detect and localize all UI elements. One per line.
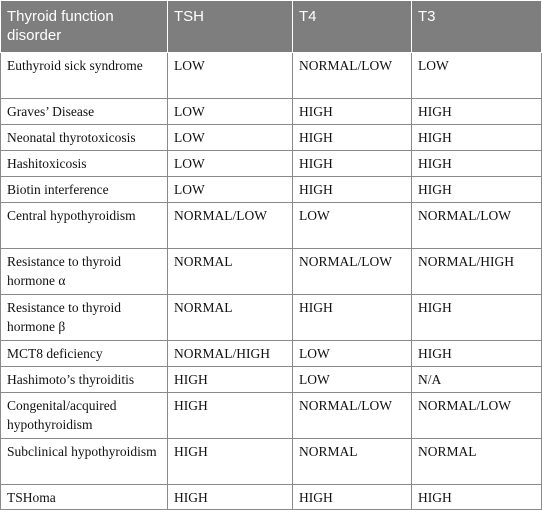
table-row — [1, 341, 542, 367]
cell-t3: HIGH — [412, 177, 542, 203]
table-row — [1, 53, 542, 99]
cell-tsh: NORMAL/LOW — [168, 203, 293, 249]
cell-disorder: Congenital/acquired hypothyroidism — [1, 393, 168, 439]
cell-t4: LOW — [293, 367, 412, 393]
cell-tsh: LOW — [168, 53, 293, 99]
cell-t3: HIGH — [412, 341, 542, 367]
cell-t4: HIGH — [293, 295, 412, 341]
cell-disorder: Neonatal thyrotoxicosis — [1, 125, 168, 151]
cell-tsh: NORMAL/HIGH — [168, 341, 293, 367]
header-row — [1, 1, 542, 53]
table-row — [1, 177, 542, 203]
cell-t3: NORMAL/HIGH — [412, 249, 542, 295]
cell-disorder: Hashimoto’s thyroiditis — [1, 367, 168, 393]
cell-t4: HIGH — [293, 99, 412, 125]
cell-disorder: Resistance to thyroid hormone β — [1, 295, 168, 341]
cell-disorder: MCT8 deficiency — [1, 341, 168, 367]
cell-t4: HIGH — [293, 177, 412, 203]
cell-t3: N/A — [412, 367, 542, 393]
cell-t3: HIGH — [412, 151, 542, 177]
cell-t4: NORMAL — [293, 439, 412, 485]
cell-tsh: LOW — [168, 99, 293, 125]
table-row — [1, 393, 542, 439]
table-row — [1, 439, 542, 485]
cell-tsh: HIGH — [168, 439, 293, 485]
cell-tsh: LOW — [168, 125, 293, 151]
cell-t4: NORMAL/LOW — [293, 53, 412, 99]
table-row — [1, 295, 542, 341]
cell-t4: NORMAL/LOW — [293, 393, 412, 439]
cell-t4: LOW — [293, 341, 412, 367]
cell-tsh: LOW — [168, 151, 293, 177]
header-t4: T4 — [293, 1, 412, 53]
cell-t3: NORMAL — [412, 439, 542, 485]
cell-disorder: Graves’ Disease — [1, 99, 168, 125]
cell-t3: LOW — [412, 53, 542, 99]
cell-tsh: NORMAL — [168, 295, 293, 341]
cell-tsh: HIGH — [168, 393, 293, 439]
cell-tsh: HIGH — [168, 367, 293, 393]
cell-t3: HIGH — [412, 125, 542, 151]
table-row — [1, 367, 542, 393]
table-row — [1, 99, 542, 125]
cell-disorder: Resistance to thyroid hormone α — [1, 249, 168, 295]
cell-tsh: HIGH — [168, 485, 293, 510]
table-row — [1, 203, 542, 249]
cell-disorder: Hashitoxicosis — [1, 151, 168, 177]
cell-disorder: Subclinical hypothyroidism — [1, 439, 168, 485]
cell-disorder: Central hypothyroidism — [1, 203, 168, 249]
cell-t4: HIGH — [293, 151, 412, 177]
cell-t3: HIGH — [412, 295, 542, 341]
table-row — [1, 125, 542, 151]
cell-t4: HIGH — [293, 125, 412, 151]
header-tsh: TSH — [168, 1, 293, 53]
cell-tsh: LOW — [168, 177, 293, 203]
cell-t3: NORMAL/LOW — [412, 393, 542, 439]
table-row — [1, 485, 542, 510]
header-t3: T3 — [412, 1, 542, 53]
cell-disorder: TSHoma — [1, 485, 168, 510]
cell-t3: NORMAL/LOW — [412, 203, 542, 249]
cell-disorder: Euthyroid sick syndrome — [1, 53, 168, 99]
cell-t4: HIGH — [293, 485, 412, 510]
cell-t4: LOW — [293, 203, 412, 249]
cell-tsh: NORMAL — [168, 249, 293, 295]
header-disorder: Thyroid function disorder — [1, 1, 168, 53]
cell-t4: NORMAL/LOW — [293, 249, 412, 295]
cell-t3: HIGH — [412, 485, 542, 510]
table-row — [1, 151, 542, 177]
cell-t3: HIGH — [412, 99, 542, 125]
cell-disorder: Biotin interference — [1, 177, 168, 203]
table-row — [1, 249, 542, 295]
